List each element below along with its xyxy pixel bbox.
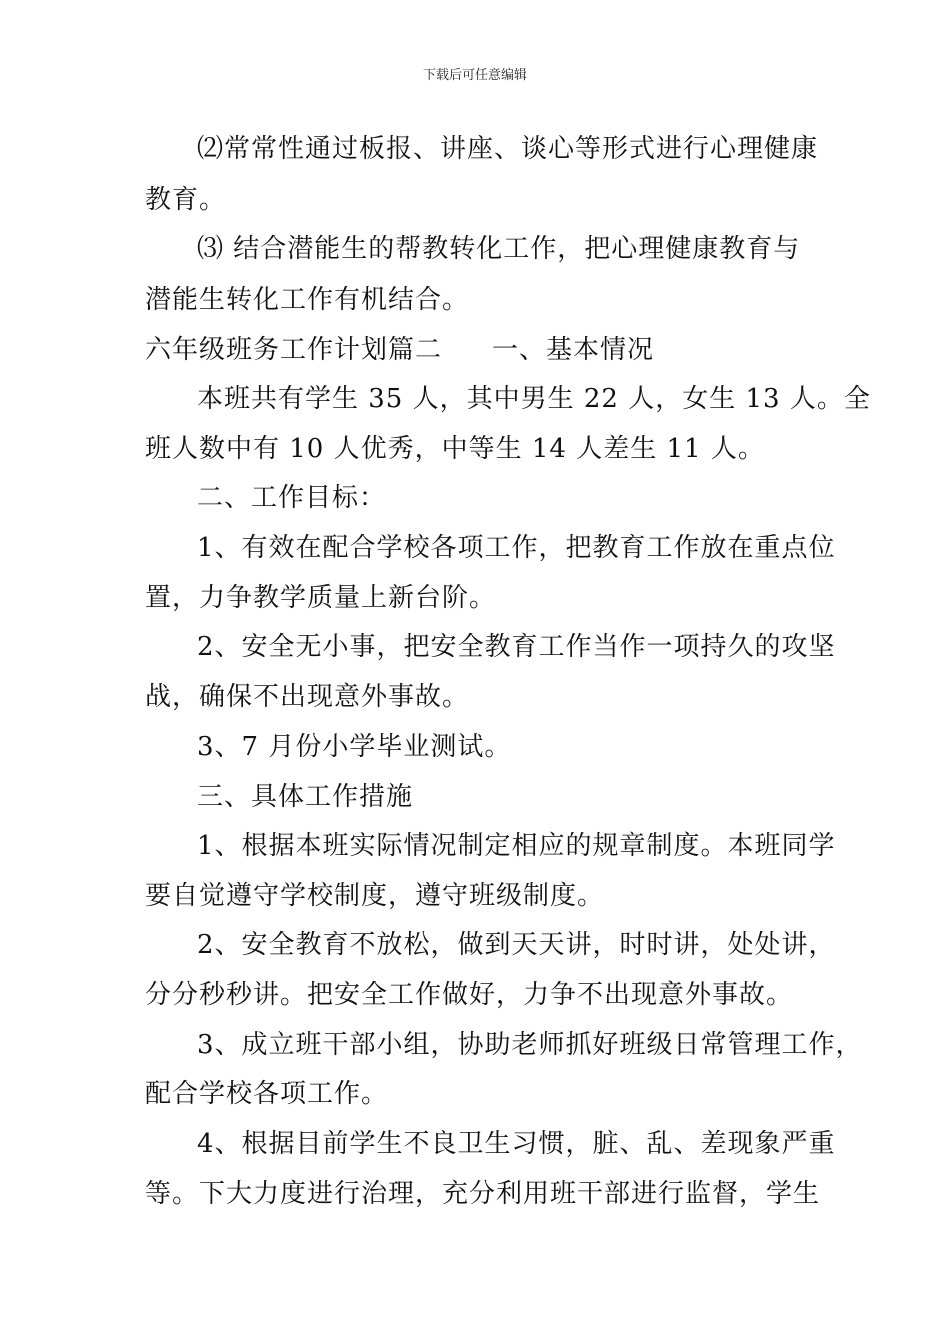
text-line: 4、根据目前学生不良卫生习惯，脏、乱、差现象严重: [197, 1129, 836, 1159]
text-line: 2、安全教育不放松，做到天天讲，时时讲，处处讲，: [197, 930, 836, 960]
section-title: [145, 333, 654, 367]
text-line: 二、工作目标：: [197, 483, 387, 513]
text-line: 置，力争教学质量上新台阶。: [145, 583, 497, 613]
text-line: 1、根据本班实际情况制定相应的规章制度。本班同学: [197, 831, 836, 861]
section-title-right: 一、基本情况: [492, 335, 655, 365]
section-title-left: 六年级班务工作计划篇二: [145, 335, 443, 365]
text-line: 配合学校各项工作。: [145, 1079, 389, 1109]
text-line: 教育。: [145, 185, 227, 215]
text-line: 三、具体工作措施: [197, 782, 414, 812]
text-line: 1、有效在配合学校各项工作，把教育工作放在重点位: [197, 533, 836, 563]
text-line: ⑶ 结合潜能生的帮教转化工作，把心理健康教育与: [197, 234, 801, 264]
text-line: 班人数中有 10 人优秀，中等生 14 人差生 11 人。: [145, 434, 765, 464]
text-line: 战，确保不出现意外事故。: [145, 682, 470, 712]
text-line: 3、7 月份小学毕业测试。: [197, 732, 512, 762]
text-line: 2、安全无小事，把安全教育工作当作一项持久的攻坚: [197, 632, 836, 662]
text-line: ⑵常常性通过板报、讲座、谈心等形式进行心理健康: [197, 134, 819, 164]
text-line: 本班共有学生 35 人，其中男生 22 人，女生 13 人。全: [197, 384, 871, 414]
text-line: 分分秒秒讲。把安全工作做好，力争不出现意外事故。: [145, 980, 794, 1010]
text-line: 3、成立班干部小组，协助老师抓好班级日常管理工作，: [197, 1030, 863, 1060]
text-line: 等。下大力度进行治理，充分利用班干部进行监督，学生: [145, 1179, 821, 1209]
text-line: 要自觉遵守学校制度，遵守班级制度。: [145, 881, 605, 911]
page-header: 下载后可任意编辑: [422, 68, 527, 83]
text-line: 潜能生转化工作有机结合。: [145, 285, 470, 315]
